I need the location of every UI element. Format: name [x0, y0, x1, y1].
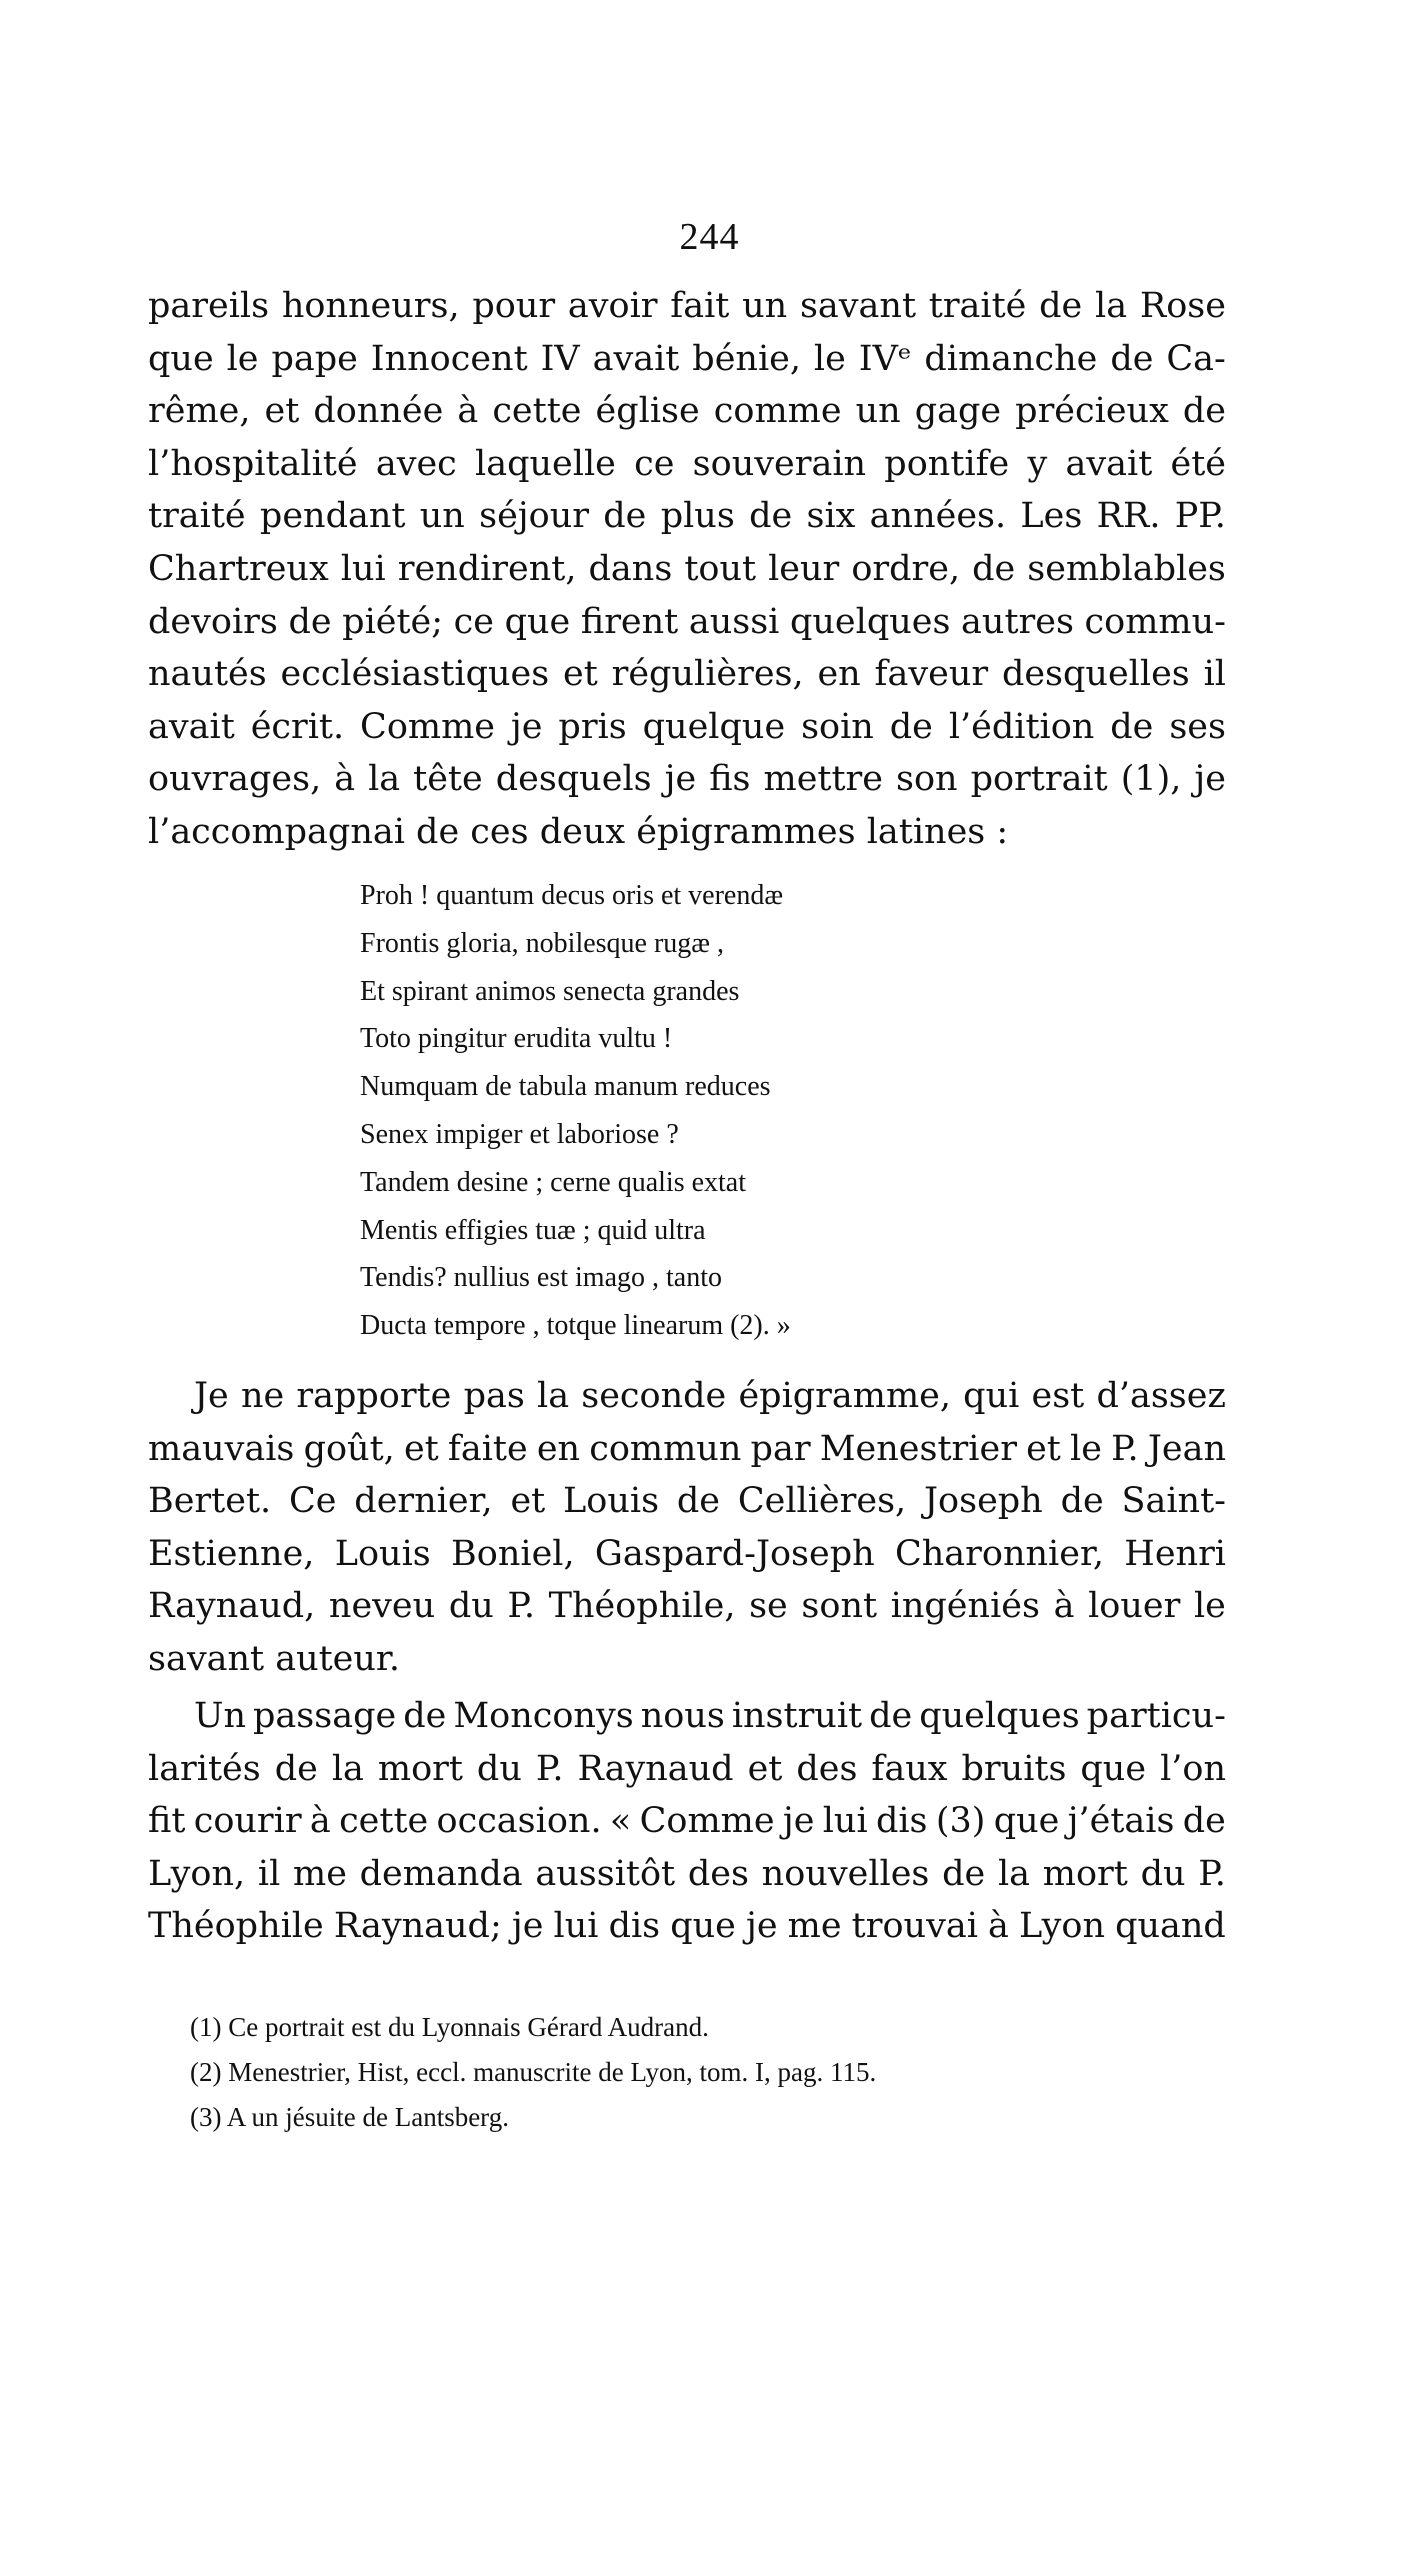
text-line: Lyon, il me demanda aussitôt des nouvelles de la mort du P. — [148, 1853, 1226, 1894]
text-line: Chartreux lui rendirent, dans tout leur ordre, de semblables — [148, 548, 1226, 589]
text-line: traité pendant un séjour de plus de six années. Les RR. PP. — [148, 496, 1226, 537]
paragraph-3 — [148, 1690, 1226, 1953]
text-line: rême, et donnée à cette église comme un gage précieux de — [148, 391, 1226, 432]
text-line: Bertet. Ce dernier, et Louis de Cellières, Joseph de Saint- — [148, 1481, 1226, 1522]
poem-line: Senex impiger et laboriose ? — [360, 1118, 679, 1150]
text-line: l’accompagnai de ces deux épigrammes latines : — [148, 811, 1009, 852]
text-line: larités de la mort du P. Raynaud et des faux bruits que l’on — [148, 1748, 1226, 1789]
poem-line: Mentis effigies tuæ ; quid ultra — [360, 1214, 706, 1246]
text-line: Un passage de Monconys nous instruit de quelques particu- — [194, 1696, 1226, 1736]
paragraph-2 — [148, 1370, 1226, 1686]
page-number: 244 — [679, 216, 740, 258]
text-line: pareils honneurs, pour avoir fait un savant traité de la Rose — [148, 286, 1226, 326]
poem-line: Frontis gloria, nobilesque rugæ , — [360, 927, 724, 959]
text-line: nautés ecclésiastiques et régulières, en faveur desquelles il — [148, 654, 1226, 695]
poem-line: Toto pingitur erudita vultu ! — [360, 1023, 673, 1055]
latin-epigram — [360, 872, 1060, 1350]
text-line: l’hospitalité avec laquelle ce souverain pontife y avait été — [148, 443, 1226, 484]
paragraph-1 — [148, 280, 1226, 859]
text-line: ouvrages, à la tête desquels je fis mettre son portrait (1), je — [148, 759, 1226, 800]
text-line: Raynaud, neveu du P. Théophile, se sont ingéniés à louer le — [148, 1586, 1226, 1627]
text-line: fit courir à cette occasion. « Comme je lui dis (3) que j’étais de — [148, 1801, 1226, 1842]
footnote-1: (1) Ce portrait est du Lyonnais Gérard Audrand. — [190, 2012, 709, 2042]
poem-line: Et spirant animos senecta grandes — [360, 975, 740, 1007]
footnotes — [190, 2005, 1220, 2140]
text-line: savant auteur. — [148, 1638, 400, 1679]
poem-line: Tendis? nullius est imago , tanto — [360, 1262, 722, 1294]
footnote-3: (3) A un jésuite de Lantsberg. — [190, 2102, 509, 2132]
poem-line: Proh ! quantum decus oris et verendæ — [360, 880, 784, 911]
poem-line: Numquam de tabula manum reduces — [360, 1071, 771, 1103]
text-line: Je ne rapporte pas la seconde épigramme, qui est d’assez — [194, 1376, 1226, 1416]
poem-line: Ducta tempore , totque linearum (2). » — [360, 1310, 791, 1342]
text-line: que le pape Innocent IV avait bénie, le IVᵉ dimanche de Ca- — [148, 338, 1226, 379]
text-line: Théophile Raynaud; je lui dis que je me trouvai à Lyon quand — [148, 1906, 1226, 1947]
text-line: mauvais goût, et faite en commun par Menestrier et le P. Jean — [148, 1428, 1226, 1469]
text-line: avait écrit. Comme je pris quelque soin de l’édition de ses — [148, 706, 1226, 747]
poem-line: Tandem desine ; cerne qualis extat — [360, 1166, 746, 1198]
text-line: devoirs de piété; ce que firent aussi quelques autres commu- — [148, 601, 1226, 642]
footnote-2: (2) Menestrier, Hist, eccl. manuscrite de Lyon, tom. I, pag. 115. — [190, 2057, 877, 2087]
text-line: Estienne, Louis Boniel, Gaspard-Joseph Charonnier, Henri — [148, 1533, 1226, 1574]
